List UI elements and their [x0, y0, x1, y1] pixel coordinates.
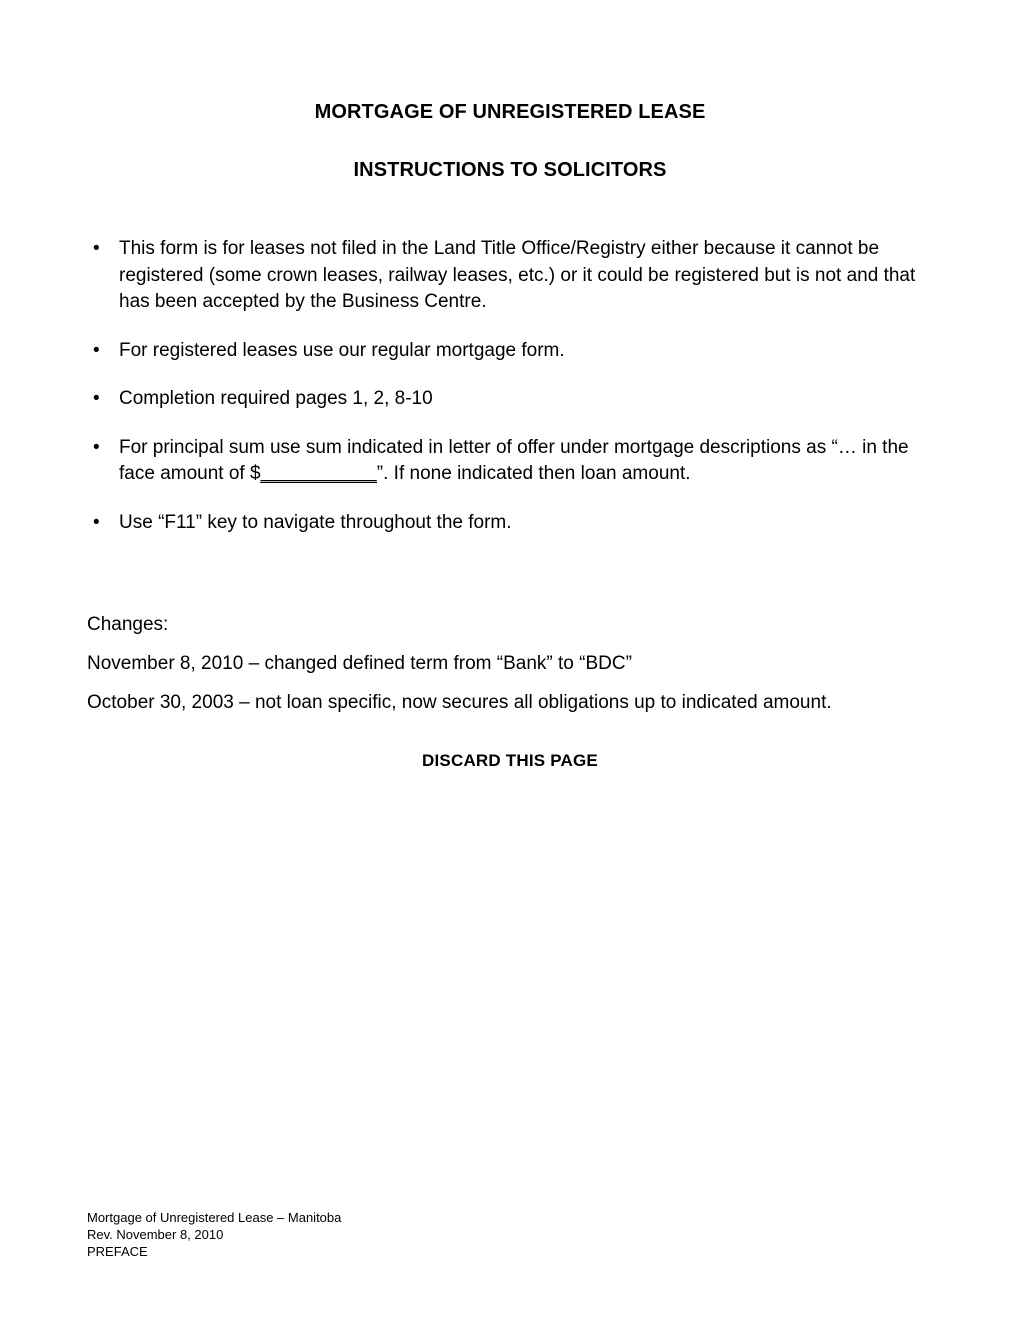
instructions-bullet-list	[87, 236, 933, 536]
changes-section	[87, 612, 933, 716]
bullet-point-icon: •	[93, 436, 100, 458]
list-item	[87, 386, 933, 413]
changes-heading: Changes:	[87, 614, 169, 635]
bullet-point-icon: •	[93, 238, 100, 259]
list-item	[87, 338, 933, 365]
discard-notice: DISCARD THIS PAGE	[422, 751, 598, 770]
footer-document-name: Mortgage of Unregistered Lease – Manitoba	[87, 1210, 342, 1225]
list-item	[87, 236, 933, 316]
footer-section-label: PREFACE	[87, 1244, 148, 1259]
list-item	[87, 510, 933, 537]
bullet-point-icon: •	[93, 388, 100, 409]
list-item-text	[119, 435, 933, 488]
list-item	[87, 435, 933, 488]
bullet-point-icon: •	[93, 339, 100, 361]
list-item-text-before-blank: For principal sum use sum indicated in letter of offer under mortgage descriptions as “… in the face amount of $	[119, 436, 909, 484]
page-subtitle: INSTRUCTIONS TO SOLICITORS	[353, 158, 667, 181]
list-item-text: This form is for leases not filed in the Land Title Office/Registry either because it cannot be registered (some crown leases, railway leases, etc.) or it could be registered but is not and that has been accepted by the Business Centre.	[119, 238, 916, 312]
list-item-text-after-blank: ”. If none indicated then loan amount.	[376, 463, 691, 484]
changes-entry: October 30, 2003 – not loan specific, now secures all obligations up to indicated amount.	[87, 692, 832, 713]
principal-sum-blank-field[interactable]: ___________	[260, 463, 377, 484]
page-footer	[87, 1209, 687, 1260]
changes-entry: November 8, 2010 – changed defined term from “Bank” to “BDC”	[87, 653, 632, 674]
list-item-text: For registered leases use our regular mortgage form.	[119, 339, 565, 361]
list-item-text: Completion required pages 1, 2, 8-10	[119, 388, 433, 409]
bullet-point-icon: •	[93, 511, 100, 533]
footer-revision-date: Rev. November 8, 2010	[87, 1227, 224, 1242]
page-title: MORTGAGE OF UNREGISTERED LEASE	[314, 101, 706, 124]
list-item-text: Use “F11” key to navigate throughout the form.	[119, 511, 512, 533]
